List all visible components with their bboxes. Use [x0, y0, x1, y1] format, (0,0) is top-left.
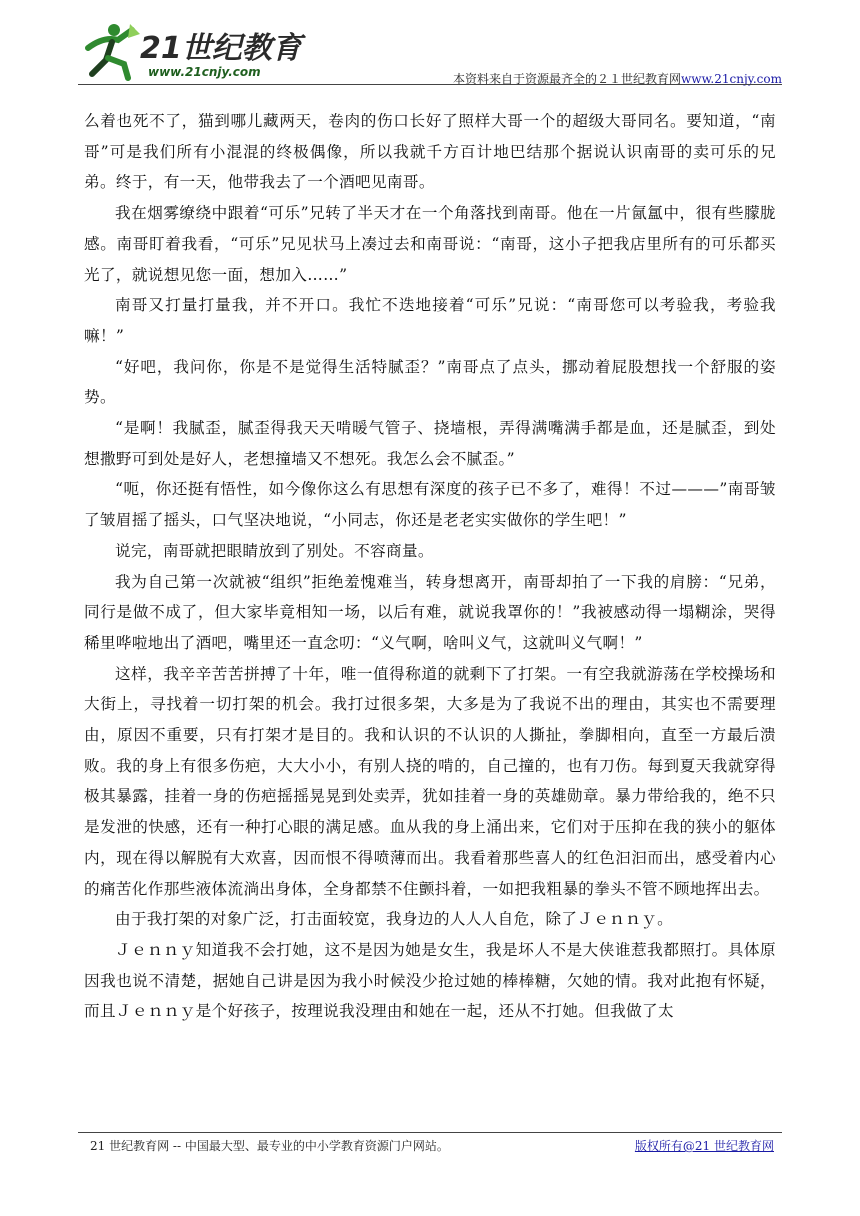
paragraph: “呃，你还挺有悟性，如今像你这么有思想有深度的孩子已不多了，难得！不过———”南哥皱了皱眉摇了摇头，口气坚决地说，“小同志，你还是老老实实做你的学生吧！” — [84, 480, 776, 530]
footer-site-description: 21 世纪教育网 -- 中国最大型、最专业的中小学教育资源门户网站。 — [90, 1139, 449, 1153]
paragraph: Ｊｅｎｎｙ知道我不会打她，这不是因为她是女生，我是坏人不是大侠谁惹我都照打。具体原因我也说不清楚，据她自己讲是因为我小时候没少抢过她的棒棒糖，欠她的情。我对此抱有怀疑，而且Ｊｅｎｎｙ是个好孩子，按理说我没理由和她在一起，还从不打她。但我做了太 — [84, 940, 776, 1021]
page-header — [78, 18, 782, 86]
paragraph: 南哥又打量打量我，并不开口。我忙不迭地接着“可乐”兄说：“南哥您可以考验我，考验我嘛！” — [84, 296, 776, 345]
paragraph: 由于我打架的对象广泛，打击面较宽，我身边的人人人自危，除了Ｊｅｎｎｙ。 — [115, 910, 674, 929]
header-source-note: 本资料来自于资源最齐全的２１世纪教育网www.21cnjy.com — [453, 72, 782, 86]
site-logo — [78, 18, 308, 84]
article-body — [84, 106, 776, 1027]
logo-text: 21世纪教育 — [140, 31, 302, 66]
paragraph: 说完，南哥就把眼睛放到了别处。不容商量。 — [115, 541, 434, 560]
paragraph: “好吧，我问你，你是不是觉得生活特腻歪？”南哥点了点头，挪动着屁股想找一个舒服的姿势。 — [84, 357, 776, 407]
header-site-link[interactable]: www.21cnjy.com — [681, 72, 782, 86]
footer-divider — [78, 1132, 782, 1133]
runner-icon — [88, 24, 140, 78]
paragraph: “是啊！我腻歪，腻歪得我天天啃暖气管子、挠墙根，弄得满嘴满手都是血，还是腻歪，到处想撒野可到处是好人，老想撞墙又不想死。我怎么会不腻歪。” — [84, 419, 776, 468]
paragraph: 我在烟雾缭绕中跟着“可乐”兄转了半天才在一个角落找到南哥。他在一片氤氲中，很有些朦胧感。南哥盯着我看，“可乐”兄见状马上凑过去和南哥说：“南哥，这小子把我店里所有的可乐都买光了，就说想见您一面，想加入……” — [84, 204, 776, 284]
paragraph: 我为自己第一次就被“组织”拒绝羞愧难当，转身想离开，南哥却拍了一下我的肩膀：“兄弟，同行是做不成了，但大家毕竟相知一场，以后有难，就说我罩你的！”我被感动得一塌糊涂，哭得稀里哗啦地出了酒吧，嘴里还一直念叨：“义气啊，啥叫义气，这就叫义气啊！” — [84, 572, 776, 652]
paragraph: 这样，我辛辛苦苦拼搏了十年，唯一值得称道的就剩下了打架。一有空我就游荡在学校操场和大街上，寻找着一切打架的机会。我打过很多架，大多是为了我说不出的理由，其实也不需要理由，原因不重要，只有打架才是目的。我和认识的不认识的人撕扯，拳脚相向，直至一方最后溃败。我的身上有很多伤疤，大大小小，有别人挠的啃的，自己撞的，也有刀伤。每到夏天我就穿得极其暴露，挂着一身的伤疤摇摇晃晃到处卖弄，犹如挂着一身的英雄勋章。暴力带给我的，绝不只是发泄的快感，还有一种打心眼的满足感。血从我的身上涌出来，它们对于压抑在我的狭小的躯体内，现在得以解脱有大欢喜，因而恨不得喷薄而出。我看着那些喜人的红色汩汩而出，感受着内心的痛苦化作那些液体流淌出身体，全身都禁不住颤抖着，一如把我粗暴的拳头不管不顾地挥出去。 — [84, 664, 776, 898]
paragraph: 么着也死不了，猫到哪儿藏两天，卷肉的伤口长好了照样大哥一个的超级大哥同名。要知道，“南哥”可是我们所有小混混的终极偶像，所以我就千方百计地巴结那个据说认识南哥的卖可乐的兄弟。终于，有一天，他带我去了一个酒吧见南哥。 — [84, 112, 776, 192]
header-divider — [78, 84, 782, 85]
logo-url: www.21cnjy.com — [148, 65, 261, 79]
footer-copyright-link[interactable]: 版权所有@21 世纪教育网 — [634, 1139, 774, 1153]
